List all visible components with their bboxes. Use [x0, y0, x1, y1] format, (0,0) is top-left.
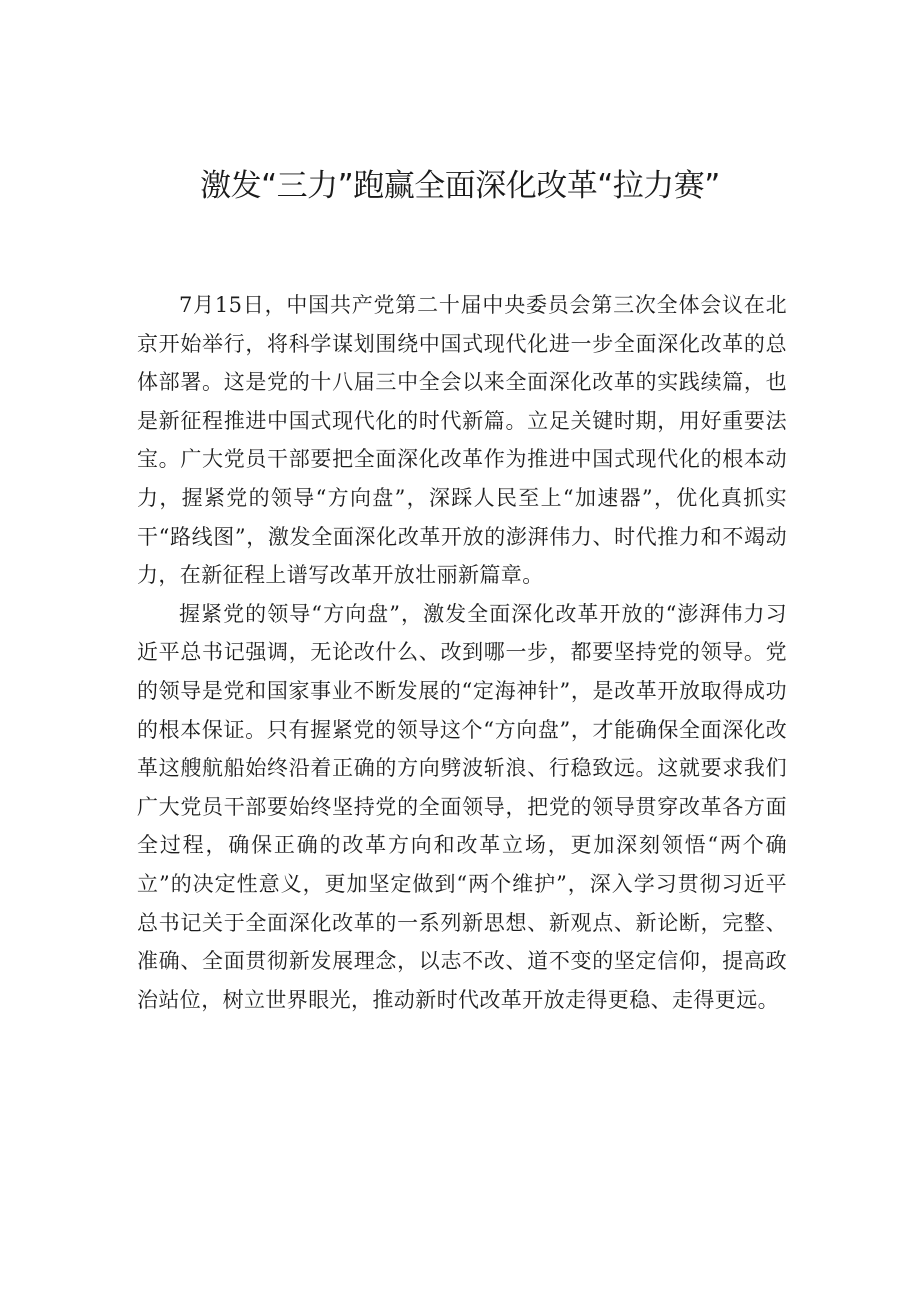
document-title: 激发“三力”跑赢全面深化改革“拉力赛” — [200, 168, 720, 204]
paragraph-intro: 7月15日，中国共产党第二十届中央委员会第三次全体会议在北京开始举行，将科学谋划围绕中国式现代化进一步全面深化改革的总体部署。这是党的十八届三中全会以来全面深化改革的实践续篇，也是新征程推进中国式现代化的时代新篇。立足关键时期，用好重要法宝。广大党员干部要把全面深化改革作为推进中国式现代化的根本动力，握紧党的领导“方向盘”，深踩人民至上“加速器”，优化真抓实干“路线图”，激发全面深化改革开放的澎湃伟力、时代推力和不竭动力，在新征程上谱写改革开放壮丽新篇章。 — [137, 293, 787, 588]
paragraph-party-leadership: 握紧党的领导“方向盘”，激发全面深化改革开放的“澎湃伟力习近平总书记强调，无论改什么、改到哪一步，都要坚持党的领导。党的领导是党和国家事业不断发展的“定海神针”，是改革开放取得成功的根本保证。只有握紧党的领导这个“方向盘”，才能确保全面深化改革这艘航船始终沿着正确的方向劈波斩浪、行稳致远。这就要求我们广大党员干部要始终坚持党的全面领导，把党的领导贯穿改革各方面全过程，确保正确的改革方向和改革立场，更加深刻领悟“两个确立”的决定性意义，更加坚定做到“两个维护”，深入学习贯彻习近平总书记关于全面深化改革的一系列新思想、新观点、新论断，完整、准确、全面贯彻新发展理念，以志不改、道不变的坚定信仰，提高政治站位，树立世界眼光，推动新时代改革开放走得更稳、走得更远。 — [137, 601, 787, 1012]
document-body — [137, 286, 787, 1019]
